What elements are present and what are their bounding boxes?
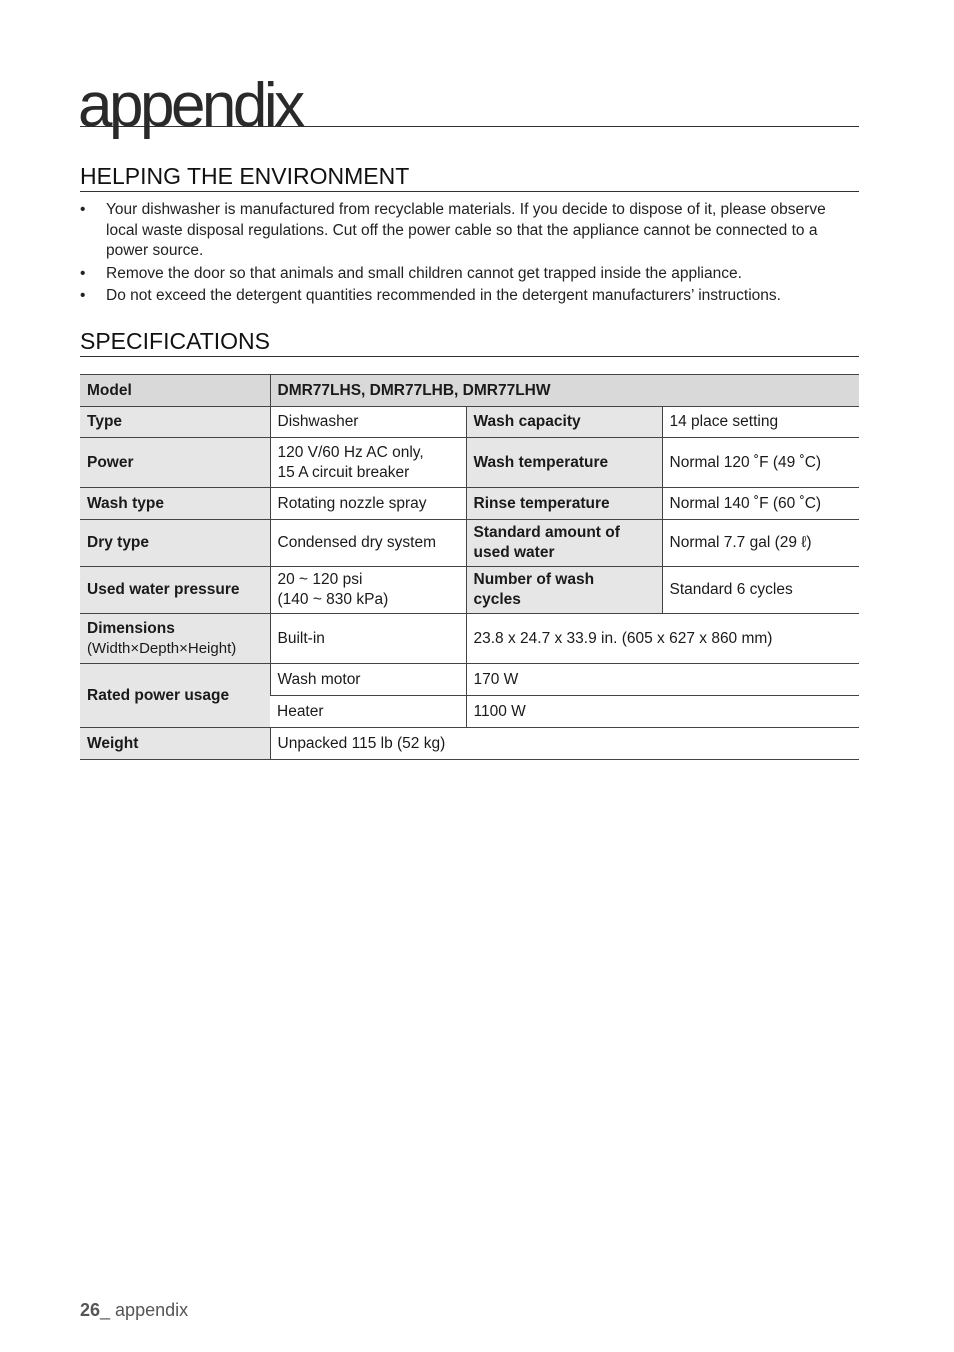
table-row	[80, 664, 859, 696]
rinse-temperature-label: Rinse temperature	[466, 488, 662, 520]
specifications-table	[80, 374, 859, 760]
water-pressure-line1: 20 ~ 120 psi	[277, 571, 363, 588]
chapter-title: appendix	[78, 71, 302, 140]
specifications-section-title: SPECIFICATIONS	[80, 327, 859, 357]
standard-water-label	[466, 520, 662, 567]
rinse-temperature-value: Normal 140 ˚F (60 ˚C)	[662, 488, 859, 520]
dry-type-label: Dry type	[80, 520, 270, 567]
heater-value: 1100 W	[466, 696, 859, 728]
list-item	[80, 200, 840, 262]
list-item-text: Remove the door so that animals and small children cannot get trapped inside the appliance.	[106, 264, 742, 282]
dimensions-sublabel: (Width×Depth×Height)	[87, 639, 237, 657]
water-pressure-line2: (140 ~ 830 kPa)	[277, 591, 389, 608]
list-item	[80, 264, 840, 285]
list-item-text: Do not exceed the detergent quantities recommended in the detergent manufacturers’ instructions.	[106, 287, 781, 304]
wash-motor-value: 170 W	[466, 664, 859, 696]
wash-cycles-label-line2: cycles	[473, 591, 521, 608]
bullet-icon: •	[80, 264, 86, 282]
wash-capacity-label: Wash capacity	[466, 407, 662, 438]
wash-type-value: Rotating nozzle spray	[270, 488, 466, 520]
wash-temperature-label: Wash temperature	[466, 438, 662, 488]
table-row	[80, 567, 859, 614]
footer-text: _ appendix	[100, 1300, 189, 1320]
dimensions-label	[80, 614, 270, 664]
table-row	[80, 375, 859, 407]
environment-section-title: HELPING THE ENVIRONMENT	[80, 162, 859, 192]
dimensions-value: 23.8 x 24.7 x 33.9 in. (605 x 627 x 860 mm)	[466, 614, 859, 664]
bullet-icon: •	[80, 201, 86, 218]
table-row	[80, 614, 859, 664]
table-row	[80, 407, 859, 438]
chapter-header	[78, 68, 859, 140]
dry-type-value: Condensed dry system	[270, 520, 466, 567]
type-value: Dishwasher	[270, 407, 466, 438]
table-row	[80, 488, 859, 520]
standard-water-value: Normal 7.7 gal (29 ℓ)	[662, 520, 859, 567]
wash-type-label: Wash type	[80, 488, 270, 520]
wash-temperature-value: Normal 120 ˚F (49 ˚C)	[662, 438, 859, 488]
heater-label: Heater	[270, 696, 466, 728]
wash-cycles-label	[466, 567, 662, 614]
table-row	[80, 728, 859, 760]
water-pressure-label: Used water pressure	[80, 567, 270, 614]
dimensions-install: Built-in	[270, 614, 466, 664]
power-value-line1: 120 V/60 Hz AC only,	[277, 443, 424, 461]
power-value-line2: 15 A circuit breaker	[277, 463, 410, 481]
type-label: Type	[80, 407, 270, 438]
weight-label: Weight	[80, 728, 270, 760]
standard-water-label-line1: Standard amount of	[473, 524, 620, 541]
rated-power-label: Rated power usage	[80, 664, 270, 728]
wash-motor-label: Wash motor	[270, 664, 466, 696]
page-number: 26	[80, 1300, 101, 1320]
list-item	[80, 286, 840, 307]
list-item-text: Your dishwasher is manufactured from recyclable materials. If you decide to dispose of it, please observe local waste disposal regulations. Cut off the power cable so that the appliance cannot be connected to a power source.	[106, 201, 826, 259]
table-row	[80, 438, 859, 488]
weight-value: Unpacked 115 lb (52 kg)	[270, 728, 859, 760]
power-label: Power	[80, 438, 270, 488]
table-row	[80, 520, 859, 567]
model-label: Model	[80, 375, 270, 407]
wash-cycles-label-line1: Number of wash	[473, 571, 595, 588]
page-footer	[80, 1300, 188, 1321]
wash-capacity-value: 14 place setting	[662, 407, 859, 438]
wash-cycles-value: Standard 6 cycles	[662, 567, 859, 614]
dimensions-label-text: Dimensions	[87, 619, 175, 637]
bullet-icon: •	[80, 287, 86, 304]
water-pressure-value	[270, 567, 466, 614]
model-value: DMR77LHS, DMR77LHB, DMR77LHW	[270, 375, 859, 407]
environment-list	[80, 200, 840, 309]
power-value	[270, 438, 466, 488]
standard-water-label-line2: used water	[473, 544, 555, 561]
